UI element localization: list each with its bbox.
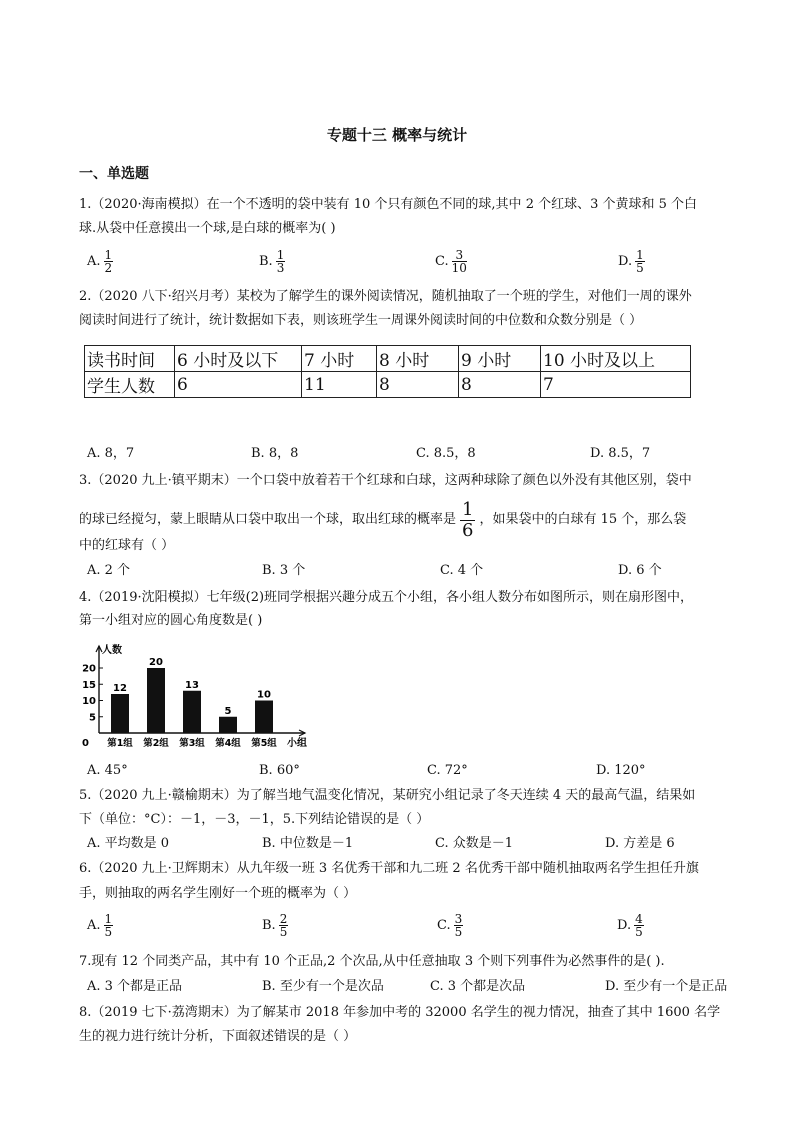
bar-value-label: 5 [224, 705, 232, 717]
table-cell: 6 [175, 372, 302, 398]
q2-line2: 阅读时间进行了统计，统计数据如下表，则该班学生一周课外阅读时间的中位数和众数分别是（ ） [79, 313, 643, 328]
q3-line2-text-a: 的球已经搅匀，蒙上眼睛从口袋中取出一个球，取出红球的概率是 [79, 512, 457, 527]
table-cell: 11 [302, 372, 377, 398]
q6-option-a [87, 913, 113, 938]
q5-option-c: C. 众数是－1 [435, 836, 514, 851]
q7-option-b: B. 至少有一个是次品 [262, 979, 384, 994]
fraction-numerator: 1 [636, 248, 644, 262]
category-label: 第1组 [107, 738, 133, 749]
q1-option-a-label: A. [87, 254, 101, 269]
q1-option-d-fraction [635, 249, 645, 274]
q4-option-c: C. 72° [427, 763, 468, 778]
q2-option-a: A. 8，7 [87, 446, 135, 461]
q2-line1: 2.（2020 八下·绍兴月考）某校为了解学生的课外阅读情况，随机抽取了一个班的学生，对他们一周的课外 [79, 289, 692, 304]
bar-value-label: 10 [257, 689, 271, 701]
bar [147, 668, 165, 733]
y-tick-label: 15 [82, 679, 96, 691]
q4-option-d: D. 120° [596, 763, 646, 778]
q6-option-d [617, 913, 644, 938]
q3-option-c: C. 4 个 [440, 563, 484, 578]
q6-option-c [437, 913, 463, 938]
q3-line2-text-b: ，如果袋中的白球有 15 个，那么袋 [479, 512, 687, 527]
fraction-denominator: 5 [279, 925, 288, 939]
bar [183, 691, 201, 733]
q7-option-d: D. 至少有一个是正品 [605, 979, 728, 994]
bar [255, 701, 273, 734]
q4-option-b: B. 60° [259, 763, 300, 778]
q4-option-a: A. 45° [87, 763, 128, 778]
category-label: 第4组 [215, 738, 241, 749]
table-cell: 7 [541, 372, 691, 398]
fraction-denominator: 6 [462, 519, 474, 541]
fraction-numerator: 1 [276, 248, 285, 262]
q6-option-a-label: A. [87, 918, 101, 933]
q7-line1: 7.现有 12 个同类产品，其中有 10 个正品,2 个次品,从中任意抽取 3 个则下列事件为必然事件的是( ). [79, 954, 665, 969]
q5-option-d: D. 方差是 6 [605, 836, 675, 851]
bar-chart [75, 638, 325, 750]
fraction-denominator: 5 [636, 261, 644, 275]
fraction-denominator: 5 [635, 925, 643, 939]
q6-option-b [262, 913, 288, 938]
q5-option-b: B. 中位数是－1 [262, 836, 354, 851]
q6-line1: 6.（2020 九上·卫辉期末）从九年级一班 3 名优秀干部和九二班 2 名优秀干部中随机抽取两名学生担任升旗 [79, 861, 699, 876]
category-label: 第5组 [251, 738, 277, 749]
table-row [85, 346, 691, 372]
fraction-denominator: 5 [454, 925, 463, 939]
fraction-numerator: 1 [462, 498, 474, 520]
fraction-numerator: 3 [454, 912, 463, 926]
q1-option-c [435, 249, 467, 274]
fraction-denominator: 10 [451, 261, 467, 275]
q6-option-d-fraction [634, 913, 644, 938]
q3-option-b: B. 3 个 [262, 563, 306, 578]
y-axis-label: 人数 [102, 645, 122, 656]
q2-option-d: D. 8.5，7 [590, 446, 651, 461]
table-cell: 7 小时 [302, 346, 377, 372]
q6-option-c-label: C. [437, 918, 451, 933]
table-cell: 读书时间 [85, 346, 175, 372]
q7-option-a: A. 3 个都是正品 [87, 979, 183, 994]
q6-option-d-label: D. [617, 918, 632, 933]
fraction-denominator: 5 [104, 925, 113, 939]
fraction-numerator: 3 [452, 249, 467, 262]
bar-value-label: 12 [113, 683, 127, 694]
table-cell: 9 小时 [459, 346, 541, 372]
x-axis-label: 小组 [287, 738, 307, 749]
fraction-denominator: 2 [104, 261, 113, 275]
q1-line2: 球.从袋中任意摸出一个球,是白球的概率为( ) [79, 221, 336, 236]
q1-option-a-fraction [104, 249, 114, 274]
page-title: 专题十三 概率与统计 [326, 126, 468, 144]
y-tick-label: 5 [89, 712, 96, 724]
table-cell: 8 小时 [377, 346, 459, 372]
q5-line1: 5.（2020 九上·赣榆期末）为了解当地气温变化情况，某研究小组记录了冬天连续 4 天的最高气温，结果如 [79, 788, 696, 803]
fraction-numerator: 1 [104, 912, 113, 926]
q7-option-c: C. 3 个都是次品 [430, 979, 526, 994]
q2-option-c: C. 8.5，8 [416, 446, 476, 461]
q6-option-b-label: B. [262, 918, 276, 933]
table-cell: 6 小时及以下 [175, 346, 302, 372]
table-cell: 学生人数 [85, 372, 175, 398]
table-row [85, 372, 691, 398]
table-cell: 10 小时及以上 [541, 346, 691, 372]
table-cell: 8 [459, 372, 541, 398]
reading-time-table [84, 345, 691, 398]
fraction-numerator: 4 [635, 912, 643, 926]
fraction-numerator: 2 [279, 912, 288, 926]
q6-line2: 手，则抽取的两名学生刚好一个班的概率为（ ） [79, 886, 357, 901]
q5-line2: 下（单位：°C）：－1，－3，－1，5.下列结论错误的是（ ） [79, 812, 430, 827]
bar-value-label: 20 [149, 657, 163, 668]
q3-line1: 3.（2020 九上·镇平期末）一个口袋中放着若干个红球和白球，这两种球除了颜色以外没有其他区别，袋中 [79, 473, 692, 488]
section-heading: 一、单选题 [79, 166, 149, 182]
q1-option-d-label: D. [618, 254, 633, 269]
q3-option-d: D. 6 个 [618, 563, 662, 578]
category-label: 第2组 [143, 738, 169, 749]
q3-option-a: A. 2 个 [87, 563, 131, 578]
q3-line2 [79, 498, 686, 542]
bar-value-label: 13 [185, 679, 199, 691]
y-tick-label: 0 [82, 738, 89, 749]
q6-option-c-fraction [454, 913, 464, 938]
q2-option-b: B. 8，8 [251, 446, 299, 461]
q5-option-a: A. 平均数是 0 [87, 836, 170, 851]
q3-fraction [460, 500, 475, 541]
q4-line1: 4.（2019·沈阳模拟）七年级(2)班同学根据兴趣分成五个小组，各小组人数分布如图所示，则在扇形图中， [79, 590, 694, 605]
q3-line3: 中的红球有（ ） [79, 538, 175, 553]
q1-option-b-label: B. [259, 254, 273, 269]
q1-option-b-fraction [276, 249, 286, 274]
y-tick-label: 20 [82, 663, 96, 675]
q1-option-c-fraction [452, 249, 467, 274]
table-cell: 8 [377, 372, 459, 398]
q8-line1: 8.（2019 七下·荔湾期末）为了解某市 2018 年参加中考的 32000 名学生的视力情况，抽查了其中 1600 名学 [79, 1005, 721, 1020]
q1-option-b [259, 249, 285, 274]
q1-line1: 1.（2020·海南模拟）在一个不透明的袋中装有 10 个只有颜色不同的球,其中 2 个红球、3 个黄球和 5 个白 [79, 197, 698, 212]
q6-option-b-fraction [279, 913, 289, 938]
fraction-numerator: 1 [104, 248, 113, 262]
bar [219, 717, 237, 733]
y-tick-label: 10 [82, 696, 96, 707]
q6-option-a-fraction [104, 913, 114, 938]
category-label: 第3组 [179, 738, 205, 749]
q1-option-c-label: C. [435, 254, 449, 269]
bar [111, 694, 129, 733]
q8-line2: 生的视力进行统计分析，下面叙述错误的是（ ） [79, 1029, 357, 1044]
q4-line2: 第一小组对应的圆心角度数是( ) [79, 613, 263, 628]
q1-option-a [87, 249, 113, 274]
fraction-denominator: 3 [276, 261, 285, 275]
q1-option-d [618, 249, 645, 274]
